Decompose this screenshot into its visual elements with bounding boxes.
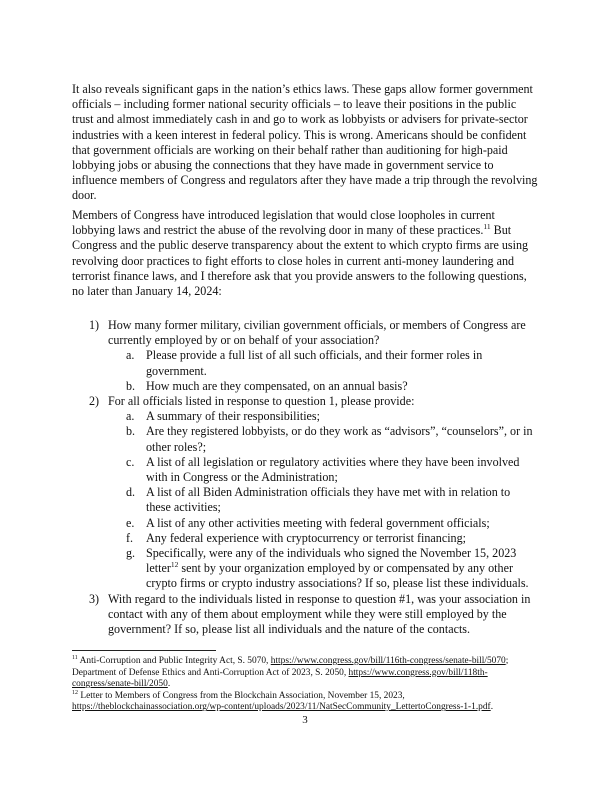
- sub-question-item: [72, 485, 538, 515]
- question-text: With regard to the individuals listed in response to question #1, was your association in contact with any of them about employment while they were still employed by the government? If so, please list all individuals and the nature of the contacts.: [108, 591, 531, 637]
- sub-question-text: Specifically, were any of the individuals who signed the November 15, 2023 letter: [146, 546, 517, 576]
- footnote-number: 12: [72, 689, 78, 696]
- question-item: [72, 318, 538, 348]
- sub-question-text: A summary of their responsibilities;: [146, 409, 320, 424]
- sub-question-letter: f.: [126, 530, 134, 545]
- footnote-link[interactable]: https://www.congress.gov/bill/118th-congress/senate-bill/2050: [72, 667, 488, 690]
- question-item: [72, 394, 538, 409]
- footnote-text: .: [490, 702, 494, 713]
- sub-question-text: A list of all legislation or regulatory activities where they have been involved with in Congress or the Administration;: [146, 454, 520, 485]
- sub-question-item: [72, 531, 538, 546]
- sub-question-letter: a.: [126, 348, 135, 363]
- footnote-text: Letter to Members of Congress from the Blockchain Association, November 15, 2023,: [78, 690, 405, 701]
- question-number: 2): [89, 394, 100, 409]
- question-number: 3): [89, 591, 100, 606]
- sub-question-item: [72, 409, 538, 424]
- page-number: 3: [302, 714, 308, 726]
- footnote-number: 11: [72, 654, 78, 661]
- sub-question-text: Are they registered lobbyists, or do they work as “advisors”, “counselors”, or in other roles?;: [146, 424, 533, 454]
- footnote-text: Anti-Corruption and Public Integrity Act, S. 5070,: [77, 656, 271, 666]
- footnotes: [72, 656, 548, 714]
- sub-question-letter: b.: [126, 424, 136, 439]
- paragraph-legislation: [72, 208, 538, 299]
- sub-question-letter: c.: [126, 454, 135, 469]
- footnote-text: ; Department of Defense Ethics and Anti-Corruption Act of 2023, S. 2050,: [72, 656, 509, 678]
- sub-question-letter: d.: [126, 485, 136, 500]
- footnote-link[interactable]: https://www.congress.gov/bill/116th-congress/senate-bill/5070: [270, 656, 506, 666]
- sub-question-text: Please provide a full list of all such officials, and their former roles in government.: [146, 348, 483, 378]
- sub-question-letter: g.: [126, 546, 136, 561]
- paragraph-text: But Congress and the public deserve transparency about the extent to which crypto firms are using revolving door practices to fight efforts to close holes in current anti-money laundering and terrorist finance laws, and I therefore ask that you provide answers to the following questions, no later than January 14, 2024:: [72, 223, 529, 299]
- sub-question-item: [72, 348, 538, 378]
- footnote-11: [72, 656, 548, 691]
- sub-question-text: sent by your organization employed by or compensated by any other crypto firms or crypto industry associations? If so, please list these individuals.: [146, 561, 529, 591]
- footnote-link[interactable]: https://theblockchainassociation.org/wp-content/uploads/2023/11/NatSecCommunity_LettertoCongress-1-1.pdf: [72, 702, 491, 713]
- sub-question-letter: e.: [126, 515, 135, 530]
- question-text: For all officials listed in response to question 1, please provide:: [108, 394, 415, 409]
- question-item: [72, 592, 538, 638]
- sub-question-item: [72, 546, 538, 592]
- paragraph-text: Members of Congress have introduced legislation that would close loopholes in current lobbying laws and restrict the abuse of the revolving door in many of these practices.: [72, 208, 495, 238]
- question-number: 1): [89, 318, 100, 332]
- question-list: [72, 318, 538, 637]
- sub-question-letter: b.: [126, 378, 136, 393]
- sub-question-text: Any federal experience with cryptocurrency or terrorist financing;: [146, 530, 467, 545]
- sub-question-item: [72, 455, 538, 485]
- footnote-ref-12[interactable]: 12: [170, 560, 179, 570]
- sub-question-text: A list of any other activities meeting with federal government officials;: [146, 515, 490, 530]
- footnote-text: .: [167, 679, 171, 690]
- footnote-ref-11[interactable]: 11: [483, 222, 491, 232]
- sub-question-letter: a.: [126, 409, 135, 424]
- paragraph-text: It also reveals significant gaps in the nation’s ethics laws. These gaps allow former government officials – including former national security officials – to leave their positions in the public trust and almost immediately cash in and go to work as lobbyists or advisers for private-sector industries with a keen interest in federal policy. This is wrong. Americans should be confident that government officials are working on their behalf rather than auditioning for high-paid lobbying jobs or abusing the connections that they have made in government service to influence members of Congress and regulators after they have made a trip through the revolving door.: [72, 82, 538, 203]
- question-text: How many former military, civilian government officials, or members of Congress are currently employed by or on behalf of your association?: [108, 318, 526, 348]
- paragraph-ethics-gaps: [72, 82, 538, 204]
- footnote-separator: [72, 650, 216, 651]
- sub-question-item: [72, 379, 538, 394]
- sub-question-text: A list of all Biden Administration officials they have met with in relation to these activities;: [146, 485, 511, 515]
- sub-question-item: [72, 424, 538, 454]
- footnote-12: [72, 691, 548, 714]
- sub-question-text: How much are they compensated, on an annual basis?: [146, 378, 408, 393]
- sub-question-item: [72, 516, 538, 531]
